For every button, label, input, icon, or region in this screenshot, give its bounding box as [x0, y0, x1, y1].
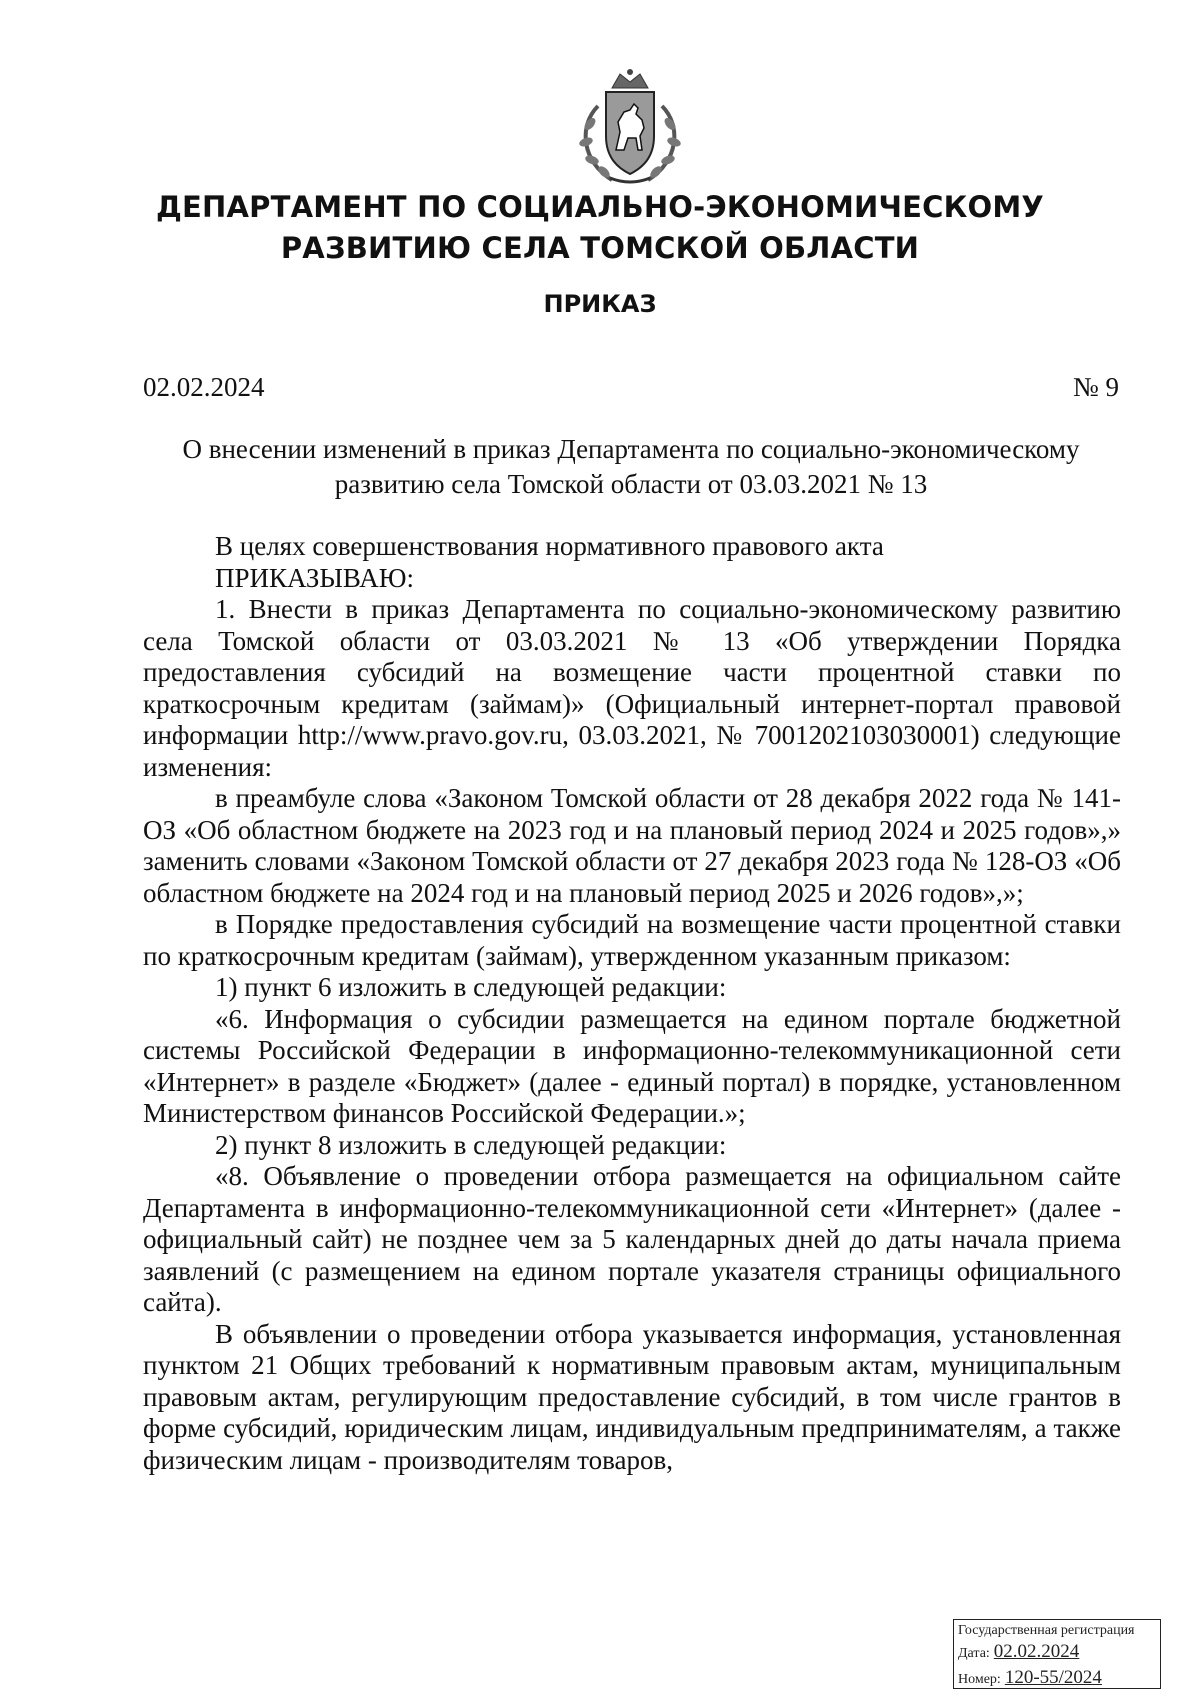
coat-of-arms-emblem — [568, 66, 692, 190]
document-date: 02.02.2024 — [143, 372, 265, 402]
department-title — [0, 187, 1200, 269]
stamp-title: Государственная регистрация — [958, 1623, 1135, 1638]
document-number: № 9 — [1072, 372, 1119, 402]
body-paragraph: 1. Внести в приказ Департамента по социально-экономическому развитию села Томской области от 03.03.2021 № 13 «Об утверждении Порядка предоставления субсидий на возмещение части процентной ставки по краткосрочным кредитам (займам)» (Официальный интернет-портал правовой информации http://www.pravo.gov.ru, 03.03.2021, № 7001202103030001) следующие изменения: — [143, 594, 1121, 782]
stamp-number-row — [958, 1666, 1156, 1692]
tomsk-coat-of-arms-icon — [568, 66, 692, 190]
stamp-number-value: 120-55/2024 — [1004, 1667, 1102, 1688]
body-paragraph: В целях совершенствования нормативного правового акта — [215, 531, 884, 561]
document-subject — [143, 432, 1119, 502]
department-title-line1: ДЕПАРТАМЕНТ ПО СОЦИАЛЬНО-ЭКОНОМИЧЕСКОМУ — [156, 190, 1044, 224]
stamp-date-value: 02.02.2024 — [993, 1641, 1080, 1662]
document-body — [143, 531, 1121, 1476]
body-paragraph: В объявлении о проведении отбора указывается информация, установленная пунктом 21 Общих требований к нормативным правовым актам, муниципальным правовым актам, регулирующим предоставление субсидий, в том числе грантов в форме субсидий, юридическим лицам, индивидуальным предпринимателям, а также физическим лицам - производителям товаров, — [143, 1318, 1121, 1475]
order-verb: ПРИКАЗЫВАЮ: — [215, 562, 414, 593]
stamp-date-row — [958, 1640, 1156, 1666]
body-paragraph: 1) пункт 6 изложить в следующей редакции: — [215, 972, 727, 1002]
document-type: ПРИКАЗ — [543, 290, 657, 318]
department-title-line2: РАЗВИТИЮ СЕЛА ТОМСКОЙ ОБЛАСТИ — [280, 231, 920, 265]
body-paragraph: в преамбуле слова «Законом Томской области от 28 декабря 2022 года № 141-ОЗ «Об областном бюджете на 2023 год и на плановый период 2024 и 2025 годов»,» заменить словами «Законом Томской области от 27 декабря 2023 года № 128-ОЗ «Об областном бюджете на 2024 год и на плановый период 2025 и 2026 годов»,»; — [143, 783, 1121, 908]
body-paragraph: «8. Объявление о проведении отбора размещается на официальном сайте Департамента в информационно-телекоммуникационной сети «Интернет» (далее - официальный сайт) не позднее чем за 5 календарных дней до даты начала приема заявлений (с размещением на едином портале указателя страницы официального сайта). — [143, 1161, 1121, 1317]
body-paragraph: в Порядке предоставления субсидий на возмещение части процентной ставки по краткосрочным кредитам (займам), утвержденном указанным приказом: — [143, 909, 1121, 971]
stamp-number-label: Номер: — [958, 1672, 1001, 1687]
stamp-date-label: Дата: — [958, 1646, 990, 1661]
registration-stamp — [953, 1619, 1161, 1689]
body-paragraph: «6. Информация о субсидии размещается на едином портале бюджетной системы Российской Федерации в информационно-телекоммуникационной сети «Интернет» в разделе «Бюджет» (далее - единый портал) в порядке, установленном Министерством финансов Российской Федерации.»; — [143, 1003, 1121, 1128]
subject-line1: О внесении изменений в приказ Департамента по социально-экономическому — [182, 434, 1080, 464]
subject-line2: развитию села Томской области от 03.03.2021 № 13 — [334, 469, 928, 499]
body-paragraph: 2) пункт 8 изложить в следующей редакции: — [215, 1129, 727, 1160]
